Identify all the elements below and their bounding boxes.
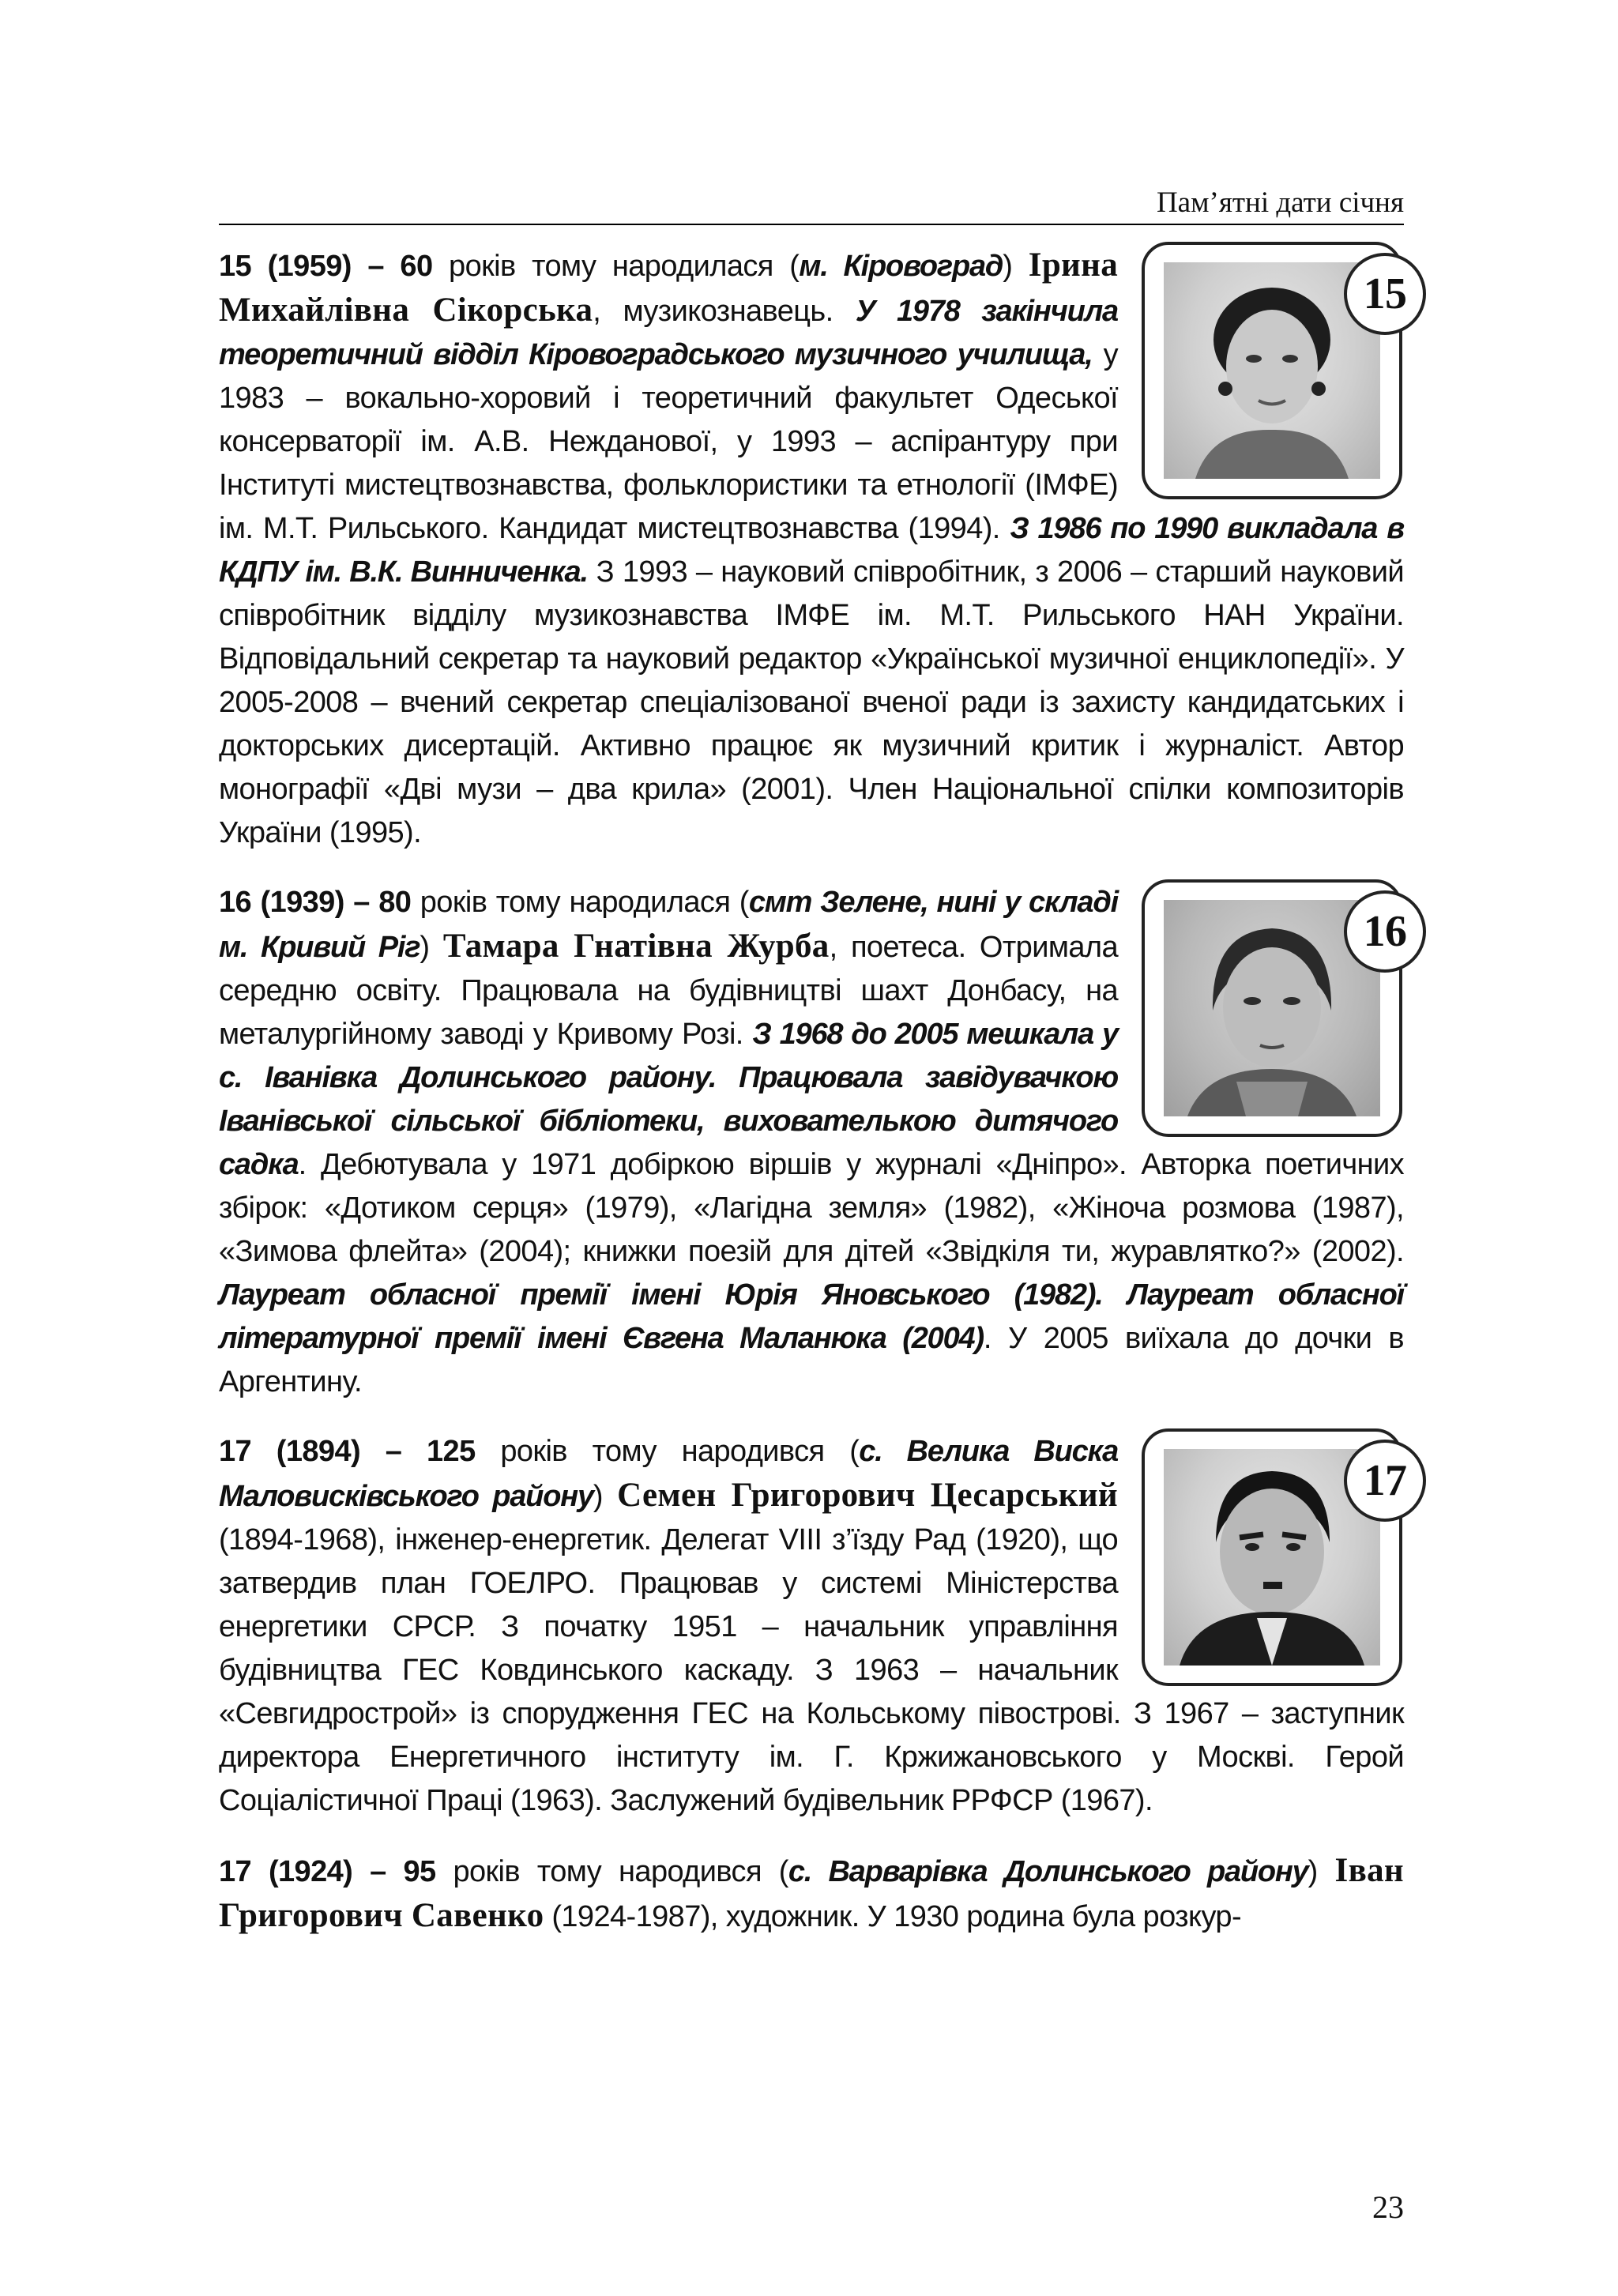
entry-text: років тому народилася ( — [432, 250, 800, 283]
entry-highlight: З 1968 до 2005 мешкала у с. Іванівка Долинського району. Працювала завідувачкою Іванівської сільської бібліотеки, вихователькою дитячого садка — [219, 1018, 1118, 1181]
entry-text: . У 2005 виїхала до дочки в Аргентину. — [219, 1322, 1404, 1398]
person-name: Тамара Гнатівна Журба — [442, 928, 830, 965]
entry-date: 17 (1924) – 95 — [219, 1855, 436, 1888]
person-name: Іван Григорович Савенко — [219, 1852, 1404, 1934]
entry-place: с. Велика Виска Маловисківського району — [219, 1435, 1119, 1513]
entry-date: 15 (1959) – 60 — [219, 250, 433, 283]
photo-frame — [1142, 242, 1407, 499]
entry-text: у 1983 – вокально-хоровий і теоретичний факультет Одеської консерваторії ім. А.В. Нежданової, у 1993 – аспірантуру при Інституті мистецтвознавства, фольклористики та етнології (ІМФЕ) ім. М.Т. Рильського. Кандидат мистецтвознавства (1994). — [219, 338, 1119, 545]
entry-17-1894 — [219, 1430, 1407, 1823]
running-head: Пам’ятні дати січня — [1156, 186, 1404, 219]
entries-column — [219, 243, 1407, 1965]
entry-place: м. Кіровоград — [799, 250, 1003, 283]
entry-text: ) — [1308, 1855, 1335, 1888]
person-name: Семен Григорович Цесарський — [617, 1477, 1119, 1514]
entry-text: років тому народилася ( — [411, 886, 749, 919]
entry-text: ) — [1003, 250, 1029, 283]
entry-date: 16 (1939) – 80 — [219, 886, 412, 919]
person-name: Ірина Михайлівна Сікорська — [219, 247, 1118, 329]
entry-highlight: З 1986 по 1990 викладала в КДПУ ім. В.К. Винниченка. — [219, 512, 1404, 589]
date-badge: 15 — [1344, 253, 1426, 335]
entry-text: ) — [593, 1480, 618, 1513]
entry-17-1924 — [219, 1849, 1404, 1939]
entry-text: З 1993 – науковий співробітник, з 2006 – старший науковий співробітник відділу музикознавства ІМФЕ ім. М.Т. Рильського НАН України. Відповідальний секретар та науковий редактор «Української музичної енциклопедії». У 2005-2008 – вчений секретар спеціалізованої вченої ради із захисту кандидатських і докторських дисертацій. Активно працює як музичний критик і журналіст. Автор монографії «Дві музи – два крила» (2001). Член Національної спілки композиторів України (1995). — [219, 555, 1404, 849]
date-badge: 17 — [1344, 1440, 1426, 1522]
header-rule — [219, 224, 1404, 225]
entry-text: ) — [420, 931, 443, 964]
photo-frame — [1142, 1428, 1407, 1686]
entry-text: (1894-1968), інженер-енергетик. Делегат VIII з’їзду Рад (1920), що затвердив план ГОЕЛРО. Працював у системі Міністерства енергетики СРСР. З початку 1951 – начальник управління будівництва ГЕС Ковдинського каскаду. З 1963 – начальник «Севгидрострой» із спорудження ГЕС на Кольському півострові. З 1967 – заступник директора Енергетичного інституту ім. Г. Кржижановського у Москві. Герой Соціалістичної Праці (1963). Заслужений будівельник РРФСР (1967). — [219, 1523, 1404, 1817]
entry-place: смт Зелене, нині у складі м. Кривий Ріг — [219, 886, 1118, 964]
entry-text: років тому народився ( — [435, 1855, 788, 1888]
entry-highlight: Лауреат обласної премії імені Юрія Яновського (1982). Лауреат обласної літературної премії імені Євгена Маланюка (2004) — [219, 1278, 1404, 1355]
entry-date: 17 (1894) – 125 — [219, 1435, 476, 1468]
page-number: 23 — [1372, 2189, 1404, 2225]
photo-frame — [1142, 879, 1407, 1137]
entry-16 — [219, 881, 1407, 1404]
entry-15 — [219, 243, 1407, 855]
entry-text: . Дебютувала у 1971 добіркою віршів у журналі «Дніпро». Авторка поетичних збірок: «Дотиком серця» (1979), «Лагідна земля» (1982), «Жіноча розмова (1987), «Зимова флейта» (2004); книжки поезій для дітей «Звідкіля ти, журавлятко?» (2002). — [219, 1148, 1404, 1268]
entry-text: , музикознавець. — [593, 295, 856, 328]
entry-text: років тому народився ( — [475, 1435, 860, 1468]
entry-highlight: У 1978 закінчила теоретичний відділ Кіровоградського музичного училища, — [219, 295, 1118, 371]
entry-place: с. Варварівка Долинського району — [788, 1855, 1308, 1888]
entry-text: , поетеса. Отримала середню освіту. Працювала на будівництві шахт Донбасу, на металургійному заводі у Кривому Розі. — [219, 931, 1119, 1051]
entry-text: (1924-1987), художник. У 1930 родина була розкур- — [544, 1900, 1242, 1933]
date-badge: 16 — [1344, 890, 1426, 973]
